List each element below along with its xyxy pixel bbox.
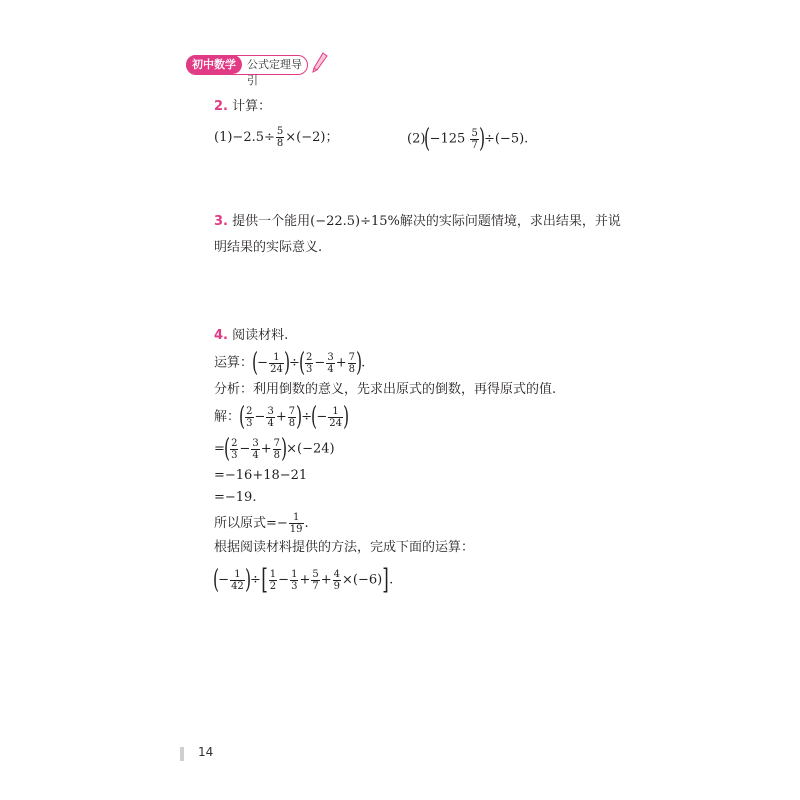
problem-2-heading (214, 97, 271, 117)
fraction: $\frac{2}{3}$ (231, 437, 238, 461)
fraction: $\frac{2}{3}$ (306, 351, 313, 375)
solution-line-2: =( $\frac{2}{3}$ − $\frac{3}{4}$ + $\frac{7}{8}$ )×(−24) (214, 434, 335, 464)
page-marker (180, 747, 184, 761)
fraction: $\frac{4}{9}$ (333, 568, 341, 592)
section-title: 公式定理导引 (247, 58, 302, 87)
problem-4-heading (214, 326, 288, 346)
conclusion-line: 所以原式=− $\frac{1}{19}$ . (214, 512, 309, 535)
problem-2-part-2: (2)(−125 $\frac{5}{7}$ )÷(−5). (407, 124, 529, 154)
fraction: $\frac{3}{4}$ (327, 351, 334, 375)
problem-text: 提供一个能用(−22.5)÷15%解决的实际问题情境，求出结果，并说 (232, 214, 621, 229)
pencil-icon (312, 52, 328, 74)
fraction: $\frac{1}{3}$ (291, 568, 298, 592)
problem-title: 阅读材料. (232, 328, 289, 343)
fraction: $\frac{2}{3}$ (246, 405, 253, 429)
expr-text: ×(−24) (286, 441, 335, 457)
problem-number: 4. (214, 328, 228, 343)
subject-label: 初中数学 (186, 55, 242, 74)
problem-3-line-2: 明结果的实际意义. (214, 240, 323, 255)
problem-2-part-1 (214, 126, 338, 149)
task-expression: (− $\frac{1}{42}$ )÷[ $\frac{1}{2}$ − $\frac{1}{3}$ + $\frac{5}{7}$ + $\frac{4}{9}$ ×(−6)]. (213, 563, 394, 596)
fraction: $\frac{7}{8}$ (348, 351, 355, 375)
problem-3-line-1 (214, 212, 621, 232)
analysis-line: 分析：利用倒数的意义，先求出原式的倒数，再得原式的值. (214, 382, 557, 397)
problem-prompt: 计算： (232, 99, 272, 114)
expr-text: ×(−2)； (285, 130, 339, 145)
solution-line-4: =−19. (214, 490, 257, 505)
fraction: $\frac{7}{8}$ (288, 405, 296, 429)
fraction: $\frac{7}{8}$ (273, 437, 280, 461)
solution-line-3: =−16+18−21 (214, 468, 308, 483)
problem-number: 2. (214, 99, 228, 114)
fraction: $\frac{1}{19}$ (289, 512, 303, 535)
part-label: (1) (214, 130, 233, 145)
expr-text: −125 (429, 131, 466, 147)
fraction: $\frac{3}{4}$ (252, 437, 259, 461)
fraction: $\frac{5}{7}$ (312, 568, 319, 592)
conclusion-text: 所以原式=− (214, 516, 288, 531)
calc-line: 运算：(− $\frac{1}{24}$ )÷( $\frac{2}{3}$ − $\frac{3}{4}$ + $\frac{7}{8}$ ). (214, 348, 366, 378)
part-label: (2) (407, 131, 426, 147)
solution-line-1: 解：( $\frac{2}{3}$ − $\frac{3}{4}$ + $\frac{7}{8}$ )÷(− $\frac{1}{24}$ ) (214, 402, 350, 432)
expr-text: −2.5÷ (232, 130, 275, 145)
problem-number: 3. (214, 214, 228, 229)
calc-label: 运算： (214, 355, 254, 371)
fraction: $\frac{3}{4}$ (267, 405, 274, 429)
fraction: $\frac{1}{24}$ (270, 351, 283, 375)
fraction: $\frac{1}{2}$ (269, 568, 277, 592)
expr-text: ÷(−5). (483, 131, 529, 147)
header-badge (186, 55, 308, 87)
page-number: 14 (198, 745, 214, 759)
task-line: 根据阅读材料提供的方法，完成下面的运算： (214, 540, 475, 555)
fraction: $\frac{1}{42}$ (231, 568, 244, 592)
fraction: $\frac{1}{24}$ (329, 405, 342, 429)
expr-text: ×(−6) (342, 572, 383, 588)
fraction: $\frac{5}{8}$ (276, 126, 284, 149)
fraction: $\frac{5}{7}$ (471, 127, 478, 151)
solution-label: 解： (214, 409, 241, 425)
